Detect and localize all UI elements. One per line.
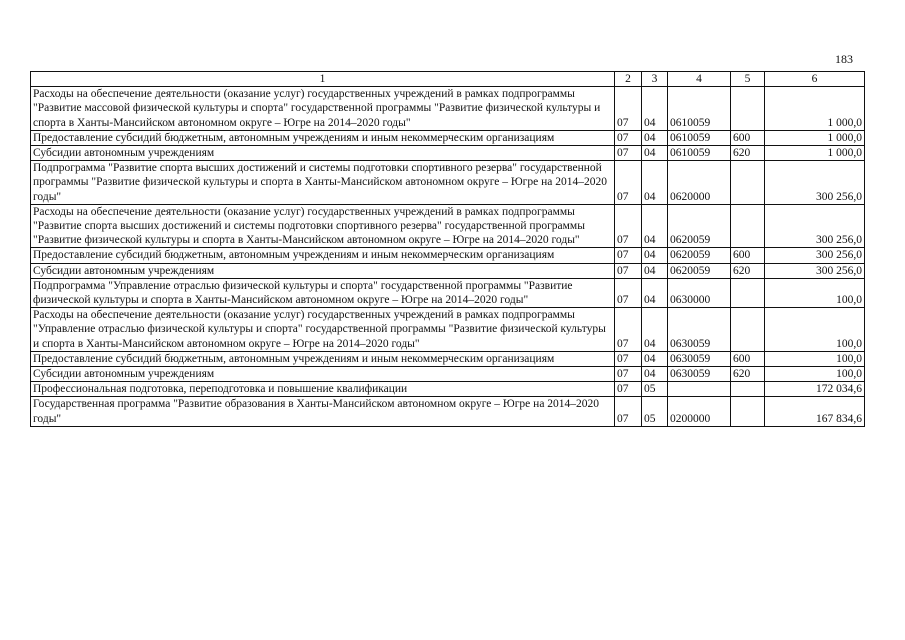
subsection-code-cell: 04 <box>642 278 668 307</box>
amount-cell: 1 000,0 <box>765 146 865 161</box>
amount-cell: 300 256,0 <box>765 204 865 248</box>
expense-type-cell: 620 <box>731 367 765 382</box>
column-header-1: 1 <box>31 72 615 87</box>
target-article-cell: 0630059 <box>668 308 731 352</box>
table-row <box>31 351 865 366</box>
amount-cell: 300 256,0 <box>765 263 865 278</box>
amount-cell: 300 256,0 <box>765 161 865 205</box>
section-code-cell: 07 <box>615 367 642 382</box>
subsection-code-cell: 04 <box>642 351 668 366</box>
table-row <box>31 204 865 248</box>
row-name-cell: Подпрограмма "Управление отраслью физической культуры и спорта" государственной программы "Развитие физической культуры и спорта в Ханты-Мансийском автономном округе – Югре на 2014–2020 годы" <box>31 278 615 307</box>
target-article-cell: 0630000 <box>668 278 731 307</box>
target-article-cell: 0610059 <box>668 87 731 131</box>
subsection-code-cell: 04 <box>642 248 668 263</box>
column-header-6: 6 <box>765 72 865 87</box>
section-code-cell: 07 <box>615 351 642 366</box>
subsection-code-cell: 04 <box>642 161 668 205</box>
subsection-code-cell: 04 <box>642 204 668 248</box>
section-code-cell: 07 <box>615 87 642 131</box>
row-name-cell: Предоставление субсидий бюджетным, автономным учреждениям и иным некоммерческим организациям <box>31 351 615 366</box>
table-row <box>31 397 865 426</box>
section-code-cell: 07 <box>615 397 642 426</box>
expense-type-cell <box>731 204 765 248</box>
table-row <box>31 382 865 397</box>
row-name-cell: Профессиональная подготовка, переподготовка и повышение квалификации <box>31 382 615 397</box>
expense-type-cell <box>731 382 765 397</box>
amount-cell: 100,0 <box>765 308 865 352</box>
table-row <box>31 278 865 307</box>
budget-table <box>30 71 865 427</box>
amount-cell: 100,0 <box>765 351 865 366</box>
subsection-code-cell: 04 <box>642 130 668 145</box>
amount-cell: 1 000,0 <box>765 130 865 145</box>
expense-type-cell <box>731 161 765 205</box>
row-name-cell: Государственная программа "Развитие образования в Ханты-Мансийском автономном округе – Югре на 2014–2020 годы" <box>31 397 615 426</box>
row-name-cell: Субсидии автономным учреждениям <box>31 146 615 161</box>
expense-type-cell <box>731 308 765 352</box>
column-header-4: 4 <box>668 72 731 87</box>
row-name-cell: Расходы на обеспечение деятельности (оказание услуг) государственных учреждений в рамках подпрограммы "Управление отраслью физической культуры и спорта" государственной программы "Развитие физической культуры и спорта в Ханты-Мансийском автономном округе – Югре на 2014–2020 годы" <box>31 308 615 352</box>
target-article-cell: 0630059 <box>668 351 731 366</box>
subsection-code-cell: 04 <box>642 263 668 278</box>
expense-type-cell: 600 <box>731 248 765 263</box>
target-article-cell: 0610059 <box>668 130 731 145</box>
row-name-cell: Расходы на обеспечение деятельности (оказание услуг) государственных учреждений в рамках подпрограммы "Развитие спорта высших достижений и системы подготовки спортивного резерва" государственной программы "Развитие физической культуры и спорта в Ханты-Мансийском автономном округе – Югре на 2014–2020 годы" <box>31 204 615 248</box>
amount-cell: 300 256,0 <box>765 248 865 263</box>
table-row <box>31 87 865 131</box>
expense-type-cell <box>731 87 765 131</box>
table-row <box>31 263 865 278</box>
subsection-code-cell: 04 <box>642 308 668 352</box>
target-article-cell: 0620059 <box>668 204 731 248</box>
amount-cell: 100,0 <box>765 278 865 307</box>
subsection-code-cell: 05 <box>642 382 668 397</box>
section-code-cell: 07 <box>615 204 642 248</box>
table-row <box>31 130 865 145</box>
expense-type-cell: 620 <box>731 263 765 278</box>
table-row <box>31 146 865 161</box>
subsection-code-cell: 04 <box>642 146 668 161</box>
table-row <box>31 367 865 382</box>
row-name-cell: Субсидии автономным учреждениям <box>31 263 615 278</box>
column-header-5: 5 <box>731 72 765 87</box>
row-name-cell: Предоставление субсидий бюджетным, автономным учреждениям и иным некоммерческим организациям <box>31 130 615 145</box>
section-code-cell: 07 <box>615 130 642 145</box>
amount-cell: 100,0 <box>765 367 865 382</box>
target-article-cell: 0620000 <box>668 161 731 205</box>
table-row <box>31 161 865 205</box>
target-article-cell: 0630059 <box>668 367 731 382</box>
table-body <box>31 87 865 427</box>
expense-type-cell: 600 <box>731 130 765 145</box>
expense-type-cell <box>731 278 765 307</box>
expense-type-cell <box>731 397 765 426</box>
table-header-row <box>31 72 865 87</box>
target-article-cell: 0200000 <box>668 397 731 426</box>
row-name-cell: Расходы на обеспечение деятельности (оказание услуг) государственных учреждений в рамках подпрограммы "Развитие массовой физической культуры и спорта" государственной программы "Развитие физической культуры и спорта в Ханты-Мансийском автономном округе – Югре на 2014–2020 годы" <box>31 87 615 131</box>
section-code-cell: 07 <box>615 382 642 397</box>
target-article-cell: 0620059 <box>668 263 731 278</box>
section-code-cell: 07 <box>615 161 642 205</box>
amount-cell: 167 834,6 <box>765 397 865 426</box>
column-header-2: 2 <box>615 72 642 87</box>
expense-type-cell: 620 <box>731 146 765 161</box>
column-header-3: 3 <box>642 72 668 87</box>
table-row <box>31 248 865 263</box>
row-name-cell: Предоставление субсидий бюджетным, автономным учреждениям и иным некоммерческим организациям <box>31 248 615 263</box>
expense-type-cell: 600 <box>731 351 765 366</box>
section-code-cell: 07 <box>615 263 642 278</box>
section-code-cell: 07 <box>615 248 642 263</box>
amount-cell: 1 000,0 <box>765 87 865 131</box>
section-code-cell: 07 <box>615 278 642 307</box>
section-code-cell: 07 <box>615 146 642 161</box>
page-number: 183 <box>835 52 853 66</box>
amount-cell: 172 034,6 <box>765 382 865 397</box>
target-article-cell: 0620059 <box>668 248 731 263</box>
row-name-cell: Подпрограмма "Развитие спорта высших достижений и системы подготовки спортивного резерва" государственной программы "Развитие физической культуры и спорта в Ханты-Мансийском автономном округе – Югре на 2014–2020 годы" <box>31 161 615 205</box>
row-name-cell: Субсидии автономным учреждениям <box>31 367 615 382</box>
subsection-code-cell: 04 <box>642 367 668 382</box>
subsection-code-cell: 04 <box>642 87 668 131</box>
target-article-cell <box>668 382 731 397</box>
subsection-code-cell: 05 <box>642 397 668 426</box>
section-code-cell: 07 <box>615 308 642 352</box>
target-article-cell: 0610059 <box>668 146 731 161</box>
table-row <box>31 308 865 352</box>
